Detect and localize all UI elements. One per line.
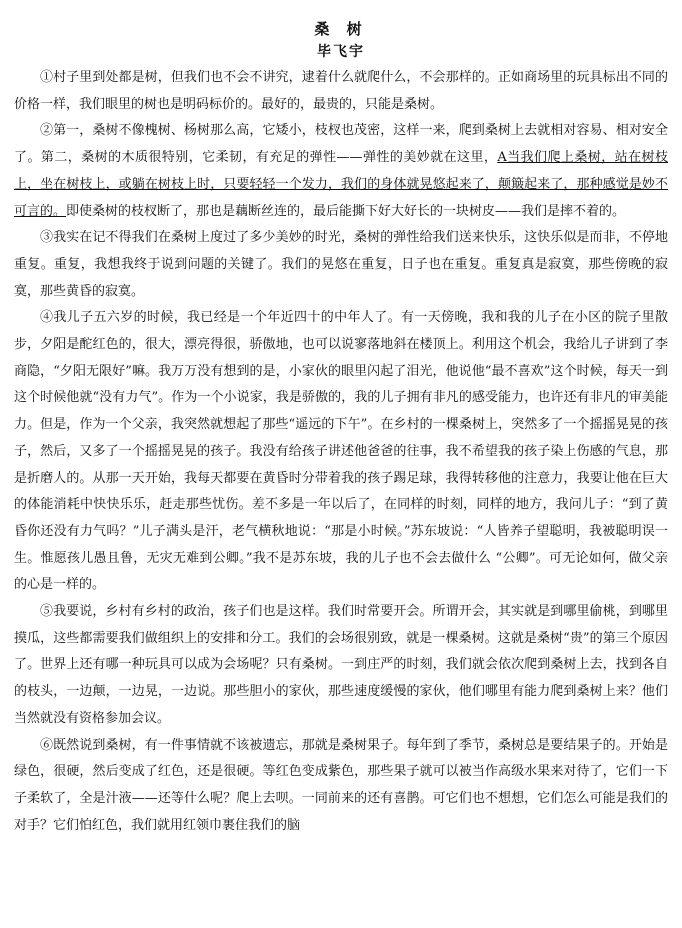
- paragraph-6: ⑥既然说到桑树，有一件事情就不该被遗忘，那就是桑树果子。每年到了季节，桑树总是要结果子的。开始是绿色，很硬，然后变成了红色，还是很硬。等红色变成紫色，那些果子就可以被当作高级水果来对待了，它们一下子柔软了，全是汁液——还等什么呢？爬上去呗。一同前来的还有喜鹊。可它们也不想想，它们怎么可能是我们的对手？它们怕红色，我们就用红领巾裹住我们的脑: [14, 737, 668, 833]
- paragraph-2-underlined-sentence-a: A当我们爬上桑树，站在树枝上，坐在树枝上，或躺在树枝上时，只要轻轻一个发力，我们的身体就晃悠起来了，颠簸起来了，那种感觉是妙不可言的。: [14, 150, 668, 219]
- paragraph-1: ①村子里到处都是树，但我们也不会不讲究，逮着什么就爬什么，不会那样的。正如商场里的玩具标出不同的价格一样，我们眼里的树也是明码标价的。最好的，最贵的，只能是桑树。: [14, 70, 668, 112]
- document-title: 桑 树: [314, 20, 368, 38]
- document-page: [14, 18, 668, 839]
- paragraph-2: [14, 118, 668, 225]
- paragraph-2-before: ②第一，桑树不像槐树、杨树那么高，它矮小，枝杈也茂密，这样一来，爬到桑树上去就相对容易、相对安全了。第二，桑树的木质很特别，它柔韧，有充足的弹性——弹性的美妙就在这里，: [14, 123, 668, 166]
- document-author: 毕飞宇: [317, 44, 365, 60]
- paragraph-5: ⑤我要说，乡村有乡村的政治，孩子们也是这样。我们时常要开会。所谓开会，其实就是到哪里偷桃，到哪里摸瓜，这些都需要我们做组织上的安排和分工。我们的会场很别致，就是一棵桑树。这就是桑树“贵”的第三个原因了。世界上还有哪一种玩具可以成为会场呢？只有桑树。一到庄严的时刻，我们就会依次爬到桑树上去，找到各自的枝头，一边颠，一边晃，一边说。那些胆小的家伙，那些速度缓慢的家伙，他们哪里有能力爬到桑树上来？他们当然就没有资格参加会议。: [14, 604, 668, 726]
- paragraph-4: ④我儿子五六岁的时候，我已经是一个年近四十的中年人了。有一天傍晚，我和我的儿子在小区的院子里散步，夕阳是酡红色的，很大，漂亮得很，骄傲地，也可以说寥落地斜在楼顶上。利用这个机会，我给儿子讲到了李商隐，“夕阳无限好”嘛。我万万没有想到的是，小家伙的眼里闪起了泪光，他说他“最不喜欢”这个时候，每天一到这个时候他就“没有力气”。作为一个小说家，我是骄傲的，我的儿子拥有非凡的感受能力，也许还有非凡的审美能力。但是，作为一个父亲，我突然就想起了那些“遥远的下午”。在乡村的一棵桑树上，突然多了一个摇摇晃晃的孩子，然后，又多了一个摇摇晃晃的孩子。我没有给孩子讲述他爸爸的往事，我不希望我的孩子染上伤感的气息，那是折磨人的。从那一天开始，我每天都要在黄昏时分带着我的孩子踢足球，我得转移他的注意力，我要让他在巨大的体能消耗中快快乐乐，赶走那些忧伤。差不多是一年以后了，在同样的时刻，同样的地方，我问儿子：“到了黄昏你还没有力气吗？”儿子满头是汗，老气横秋地说：“那是小时候。”苏东坡说：“人皆养子望聪明，我被聪明误一生。惟愿孩儿愚且鲁，无灾无难到公卿。”我不是苏东坡，我的儿子也不会去做什么 “公卿”。可无论如何，做父亲的心是一样的。: [14, 310, 668, 593]
- paragraph-2-after: 即使桑树的枝杈断了，那也是藕断丝连的，最后能撕下好大好长的一块树皮——我们是摔不着的。: [66, 203, 626, 219]
- paragraph-3: ③我实在记不得我们在桑树上度过了多少美妙的时光，桑树的弹性给我们送来快乐，这快乐似是而非，不停地重复。重复，我想我终于说到问题的关键了。我们的晃悠在重复，日子也在重复。重复真是寂寞，那些傍晚的寂寞，那些黄昏的寂寞。: [14, 230, 668, 299]
